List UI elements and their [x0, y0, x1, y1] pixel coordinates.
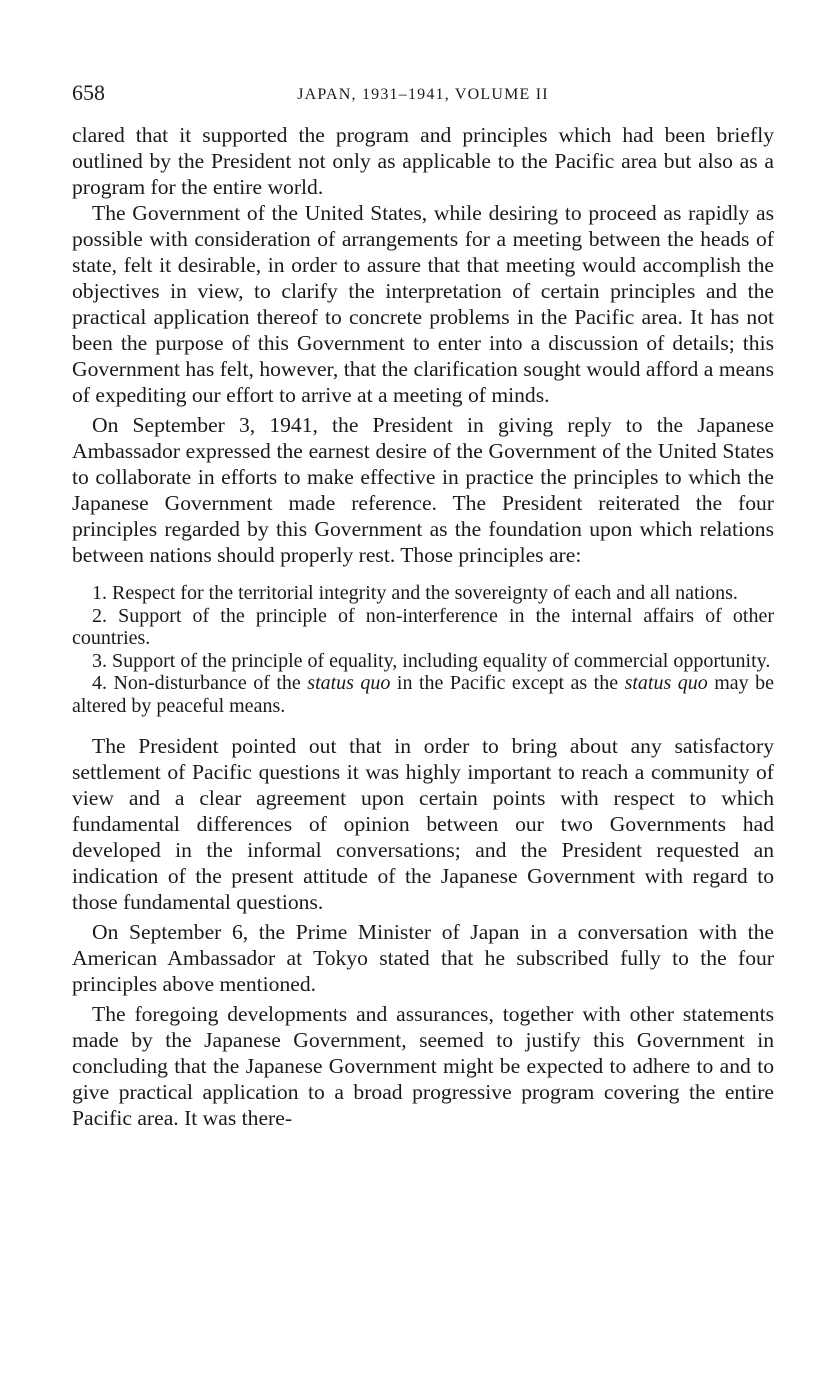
page-number: 658 — [72, 80, 105, 105]
principle-text: may be altered by peaceful means. — [72, 672, 774, 717]
italic-term: status quo — [307, 672, 391, 694]
principle-item: 3. Support of the principle of equality, including equality of commercial opportunity. — [92, 649, 771, 672]
principle-text: 4. Non-disturbance of the — [92, 672, 308, 694]
paragraph: The President pointed out that in order to bring about any satisfactory settlement of Pacific questions it was highly important to reach a community of view and a clear agreement upon certain points with respect to which fundamental differences of opinion between our two Governments had developed in the informal conversations; and the President requested an indication of the present attitude of the Japanese Government with regard to those fundamental questions. — [72, 734, 774, 914]
paragraph: The foregoing developments and assurances, together with other statements made by the Japanese Government, seemed to justify this Government in concluding that the Japanese Government might be expected to adhere to and to give practical application to a broad progressive program covering the entire Pacific area. It was there- — [72, 1002, 774, 1130]
paragraph: clared that it supported the program and principles which had been briefly outlined by the President not only as applicable to the Pacific area but also as a program for the entire world. — [72, 123, 774, 199]
principle-item — [72, 672, 774, 717]
italic-term: status quo — [624, 672, 708, 694]
document-page — [72, 80, 774, 1131]
running-head: JAPAN, 1931–1941, VOLUME II — [297, 86, 549, 103]
principle-item: 2. Support of the principle of non-interference in the internal affairs of other countries. — [72, 604, 774, 649]
principles-list — [72, 582, 774, 717]
paragraph: The Government of the United States, while desiring to proceed as rapidly as possible with consideration of arrangements for a meeting between the heads of state, felt it desirable, in order to assure that that meeting would accomplish the objectives in view, to clarify the interpretation of certain principles and the practical application thereof to concrete problems in the Pacific area. It has not been the purpose of this Government to enter into a discussion of details; this Government has felt, however, that the clarification sought would afford a means of expediting our effort to arrive at a meeting of minds. — [72, 201, 774, 407]
paragraph: On September 6, the Prime Minister of Japan in a conversation with the American Ambassador at Tokyo stated that he subscribed fully to the four principles above mentioned. — [72, 920, 774, 996]
principle-text: in the Pacific except as the — [390, 672, 625, 694]
page-header — [72, 80, 774, 108]
paragraph: On September 3, 1941, the President in giving reply to the Japanese Ambassador expressed the earnest desire of the Government of the United States to collaborate in efforts to make effective in practice the principles to which the Japanese Government made reference. The President reiterated the four principles regarded by this Government as the foundation upon which relations between nations should properly rest. Those principles are: — [72, 413, 774, 567]
principle-item: 1. Respect for the territorial integrity and the sovereignty of each and all nations. — [92, 582, 738, 604]
